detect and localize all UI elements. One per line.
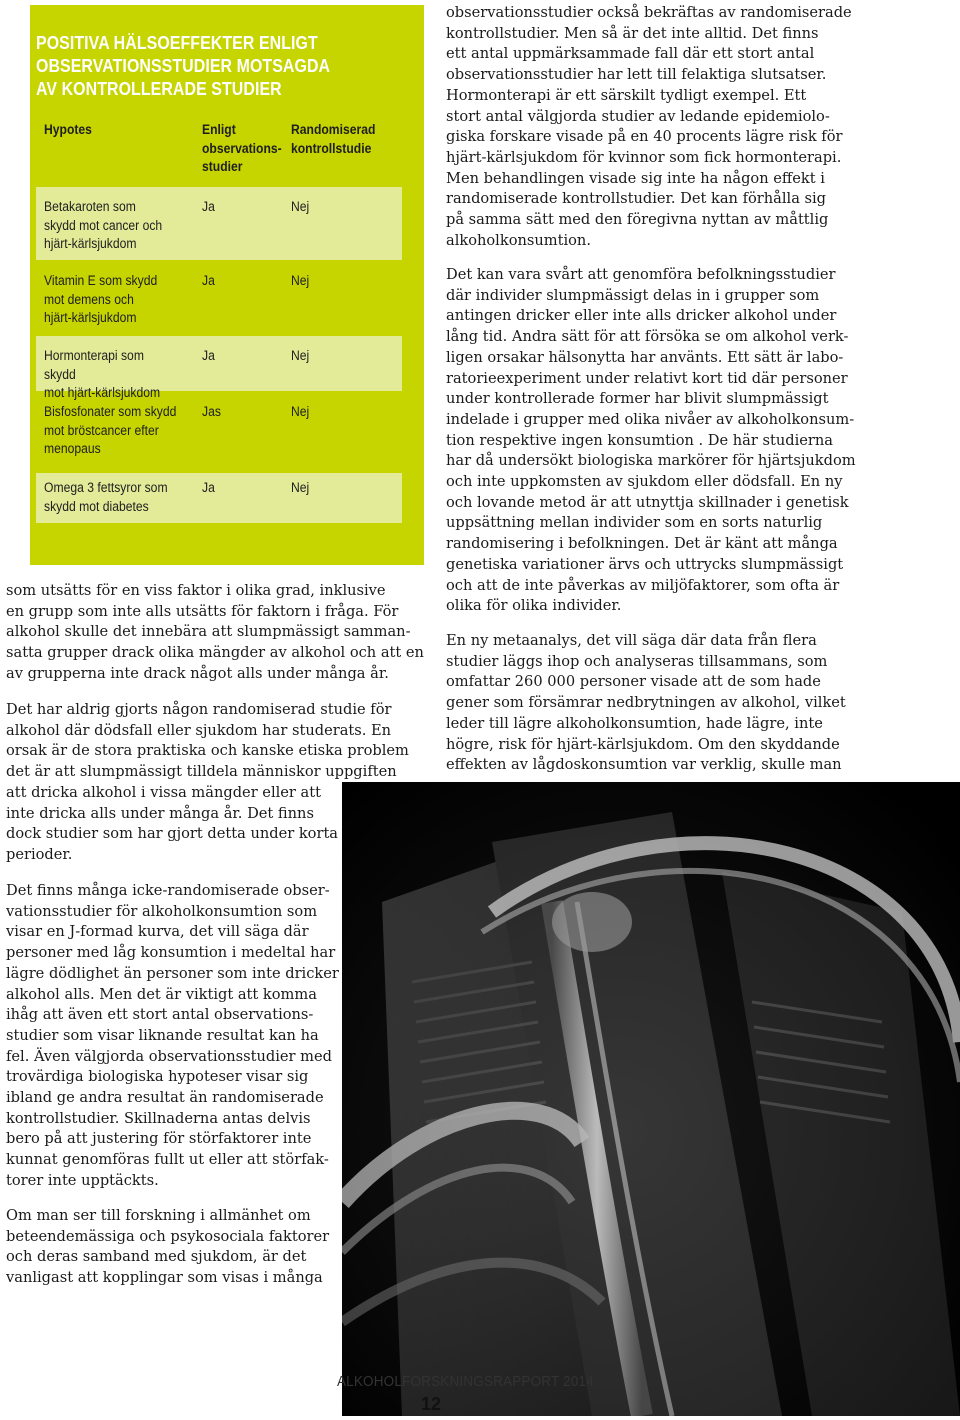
row-hypothesis: Bisfosfonater som skydd mot bröstcancer efter menopaus bbox=[44, 404, 177, 456]
left-paragraph-3: Det finns många icke-randomiserade obser- vationsstudier för alkoholkonsumtion som visar en J-formad kurva, det vill säga där personer med låg konsumtion i medeltal har lägre dödlighet än personer som inte dricker alkohol alls. Men det är viktigt att komma ihåg att även ett stort antal observations- studier som visar liknande resultat kan ha fel. Även välgjorda observationsstudier med trovärdiga biologiska hypoteser visar sig ibland ge andra resultat än randomiserade kontrollstudier. Skillnaderna antas delvis bero på att justering för störfaktorer inte kunnat genomföras fullt ut eller att störfak- torer inte upptäckts. bbox=[6, 882, 339, 1189]
header-randomized: Randomiserad kontrollstudie bbox=[291, 122, 376, 156]
row-randomized: Nej bbox=[291, 480, 310, 495]
footer-publication: ALKOHOLFORSKNINGSRAPPORT 2014 bbox=[337, 1373, 594, 1390]
right-paragraph-2: Det kan vara svårt att genomföra befolkningsstudier där individer slumpmässigt delas in i grupper som antingen dricker eller inte alls dricker alkohol under lång tid. Andra sätt för att försöka se om alkohol verk- ligen orsakar hälsonytta har använts. Ett sätt är labo- ratorieexperiment under relativt kort tid där personer under kontrollerade former har blivit slumpmässigt indelade i grupper med olika nivåer av alkoholkonsum- tion respektive ingen konsumtion . De här studierna har då undersökt biologiska markörer för hjärtsjukdom och inte uppkomsten av sjukdom eller dödsfall. En ny och lovande metod är att utnyttja skillnader i genetisk uppsättning mellan individer som en sorts naturlig randomisering i befolkningen. Det är känt att många genetiska variationer ärvs och uttrycks slumpmässigt och att de inte påverkas av miljöfaktorer, som ofta är olika för olika individer. bbox=[446, 266, 856, 615]
table-row bbox=[36, 187, 402, 260]
table-row bbox=[36, 473, 402, 523]
row-observational: Ja bbox=[202, 480, 215, 495]
row-observational: Jas bbox=[202, 404, 221, 419]
row-randomized: Nej bbox=[291, 273, 310, 288]
header-observational: Enligt observations- studier bbox=[202, 122, 282, 174]
row-hypothesis: Omega 3 fettsyror som skydd mot diabetes bbox=[44, 480, 168, 514]
header-hypothesis: Hypotes bbox=[44, 122, 92, 137]
row-randomized: Nej bbox=[291, 348, 310, 363]
factbox-title: POSITIVA HÄLSOEFFEKTER ENLIGT OBSERVATIONSSTUDIER MOTSAGDA AV KONTROLLERADE STUDIER bbox=[36, 32, 331, 99]
table-row bbox=[36, 336, 402, 400]
left-paragraph-2: Det har aldrig gjorts någon randomiserad studie för alkohol där dödsfall eller sjukdom har studerats. En orsak är de stora praktiska och kanske etiska problem det är att slumpmässigt tilldela människor uppgiften att dricka alkohol i vissa mängder eller att inte dricka alls under många år. Det finns dock studier som har gjort detta under korta perioder. bbox=[6, 701, 409, 863]
row-randomized: Nej bbox=[291, 404, 310, 419]
table-row bbox=[36, 393, 402, 471]
left-paragraph-1: som utsätts för en viss faktor i olika grad, inklusive en grupp som inte alls utsätts för faktorn i fråga. För alkohol skulle det innebära att slumpmässigt samman- satta grupper drack olika mängder av alkohol och att en av grupperna inte drack något alls under många år. bbox=[6, 582, 424, 682]
row-observational: Ja bbox=[202, 273, 215, 288]
row-hypothesis: Hormonterapi som skydd mot hjärt-kärlsjukdom bbox=[44, 348, 161, 400]
right-paragraph-3: En ny metaanalys, det vill säga där data från flera studier läggs ihop och analyseras tillsammans, som omfattar 260 000 personer visade att de som hade gener som försämrar nedbrytningen av alkohol, vilket leder till lägre alkoholkonsumtion, hade lägre, inte högre, risk för hjärt-kärlsjukdom. Om den skyddande effekten av lågdoskonsumtion var verklig, skulle man bbox=[446, 632, 846, 774]
row-observational: Ja bbox=[202, 199, 215, 214]
page-number: 12 bbox=[421, 1394, 442, 1414]
table-header bbox=[36, 121, 402, 185]
row-hypothesis: Vitamin E som skydd mot demens och hjärt-kärlsjukdom bbox=[44, 273, 158, 325]
row-hypothesis: Betakaroten som skydd mot cancer och hjärt-kärlsjukdom bbox=[44, 199, 163, 251]
table-row bbox=[36, 262, 402, 334]
right-paragraph-1: observationsstudier också bekräftas av randomiserade kontrollstudier. Men så är det inte alltid. Det finns ett antal uppmärksammade fall där ett stort antal observationsstudier har lett till felaktiga slutsatser. Hormonterapi är ett särskilt tydligt exempel. Ett stort antal välgjorda studier av ledande epidemiolo- giska forskare visade på en 40 procents lägre risk för hjärt-kärlsjukdom för kvinnor som fick hormonterapi. Men behandlingen visade sig inte ha någon effekt i randomiserade kontrollstudier. Det kan förhålla sig på samma sätt med den föregivna nyttan av måttlig alkoholkonsumtion. bbox=[446, 4, 852, 249]
xray-book-image bbox=[342, 782, 960, 1416]
left-paragraph-4: Om man ser till forskning i allmänhet om beteendemässiga och psykosociala faktorer och deras samband med sjukdom, är det vanligast att kopplingar som visas i många bbox=[6, 1207, 330, 1287]
row-randomized: Nej bbox=[291, 199, 310, 214]
factbox bbox=[30, 5, 424, 565]
xray-illustration bbox=[342, 782, 960, 1416]
row-observational: Ja bbox=[202, 348, 215, 363]
